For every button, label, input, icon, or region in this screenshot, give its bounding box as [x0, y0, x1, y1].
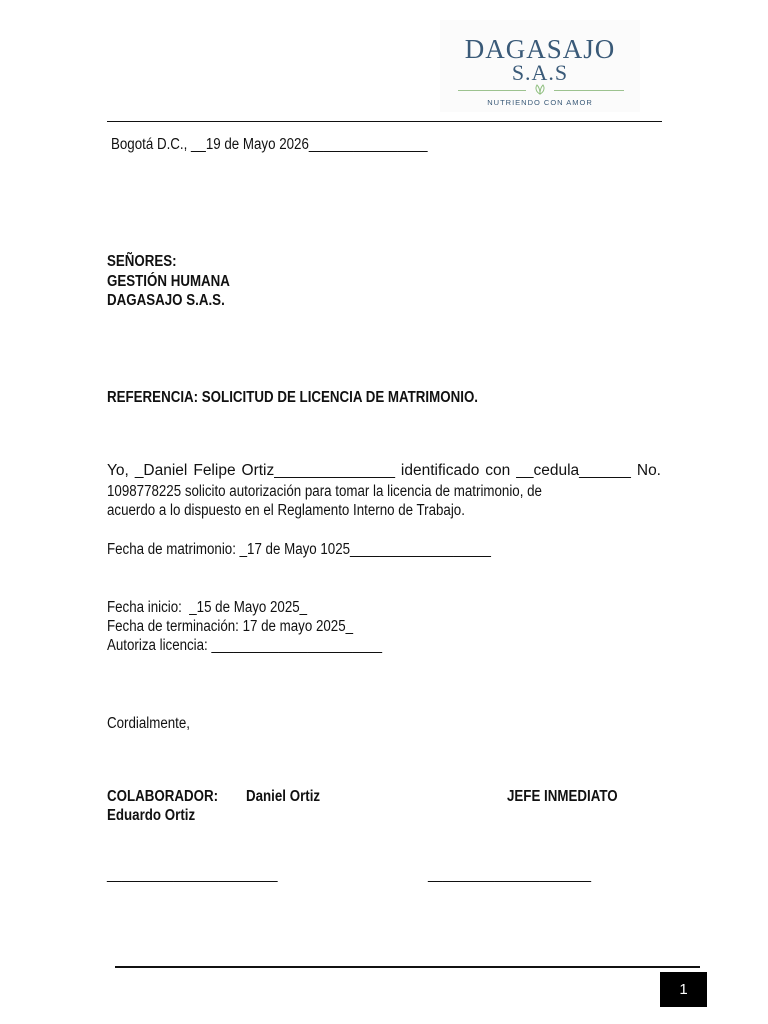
start-date-field: Fecha inicio: _15 de Mayo 2025_: [107, 599, 308, 616]
logo-tagline: NUTRIENDO CON AMOR: [487, 98, 593, 107]
footer-rule: [115, 966, 700, 968]
body-line-1: Yo, _Daniel Felipe Ortiz______________ identificado con __cedula______ No.: [107, 462, 661, 479]
reference-line: REFERENCIA: SOLICITUD DE LICENCIA DE MATRIMONIO.: [107, 389, 479, 406]
boss-name: Eduardo Ortiz: [107, 807, 196, 824]
body-line-3: acuerdo a lo dispuesto en el Reglamento Interno de Trabajo.: [107, 502, 465, 519]
addressee-department: GESTIÓN HUMANA: [107, 273, 230, 290]
header-rule: [107, 121, 662, 122]
leaf-icon: [533, 82, 547, 96]
authorizes-field: Autoriza licencia: _______________________: [107, 637, 382, 654]
signature-line-collaborator: _______________________: [107, 866, 278, 883]
company-logo: [440, 20, 640, 112]
collaborator-name: Daniel Ortiz: [246, 788, 321, 805]
end-date-field: Fecha de terminación: 17 de mayo 2025_: [107, 618, 354, 635]
logo-divider-right: [554, 90, 624, 91]
wedding-date-field: Fecha de matrimonio: _17 de Mayo 1025___________________: [107, 541, 491, 558]
signature-line-boss: ______________________: [428, 866, 592, 883]
logo-company-name: DAGASAJO: [464, 34, 616, 64]
page-number-badge: [660, 972, 707, 1007]
date-line: Bogotá D.C., __19 de Mayo 2026________________: [111, 136, 428, 153]
boss-label: JEFE INMEDIATO: [507, 788, 618, 805]
addressee-salutation: SEÑORES:: [107, 253, 177, 270]
addressee-company: DAGASAJO S.A.S.: [107, 292, 225, 309]
closing-text: Cordialmente,: [107, 715, 190, 732]
logo-divider-left: [458, 90, 526, 91]
page-number: 1: [679, 981, 688, 998]
logo-company-type: S.A.S: [511, 60, 569, 85]
body-line-2: 1098778225 solicito autorización para tomar la licencia de matrimonio, de: [107, 483, 542, 500]
collaborator-label: COLABORADOR:: [107, 788, 219, 805]
